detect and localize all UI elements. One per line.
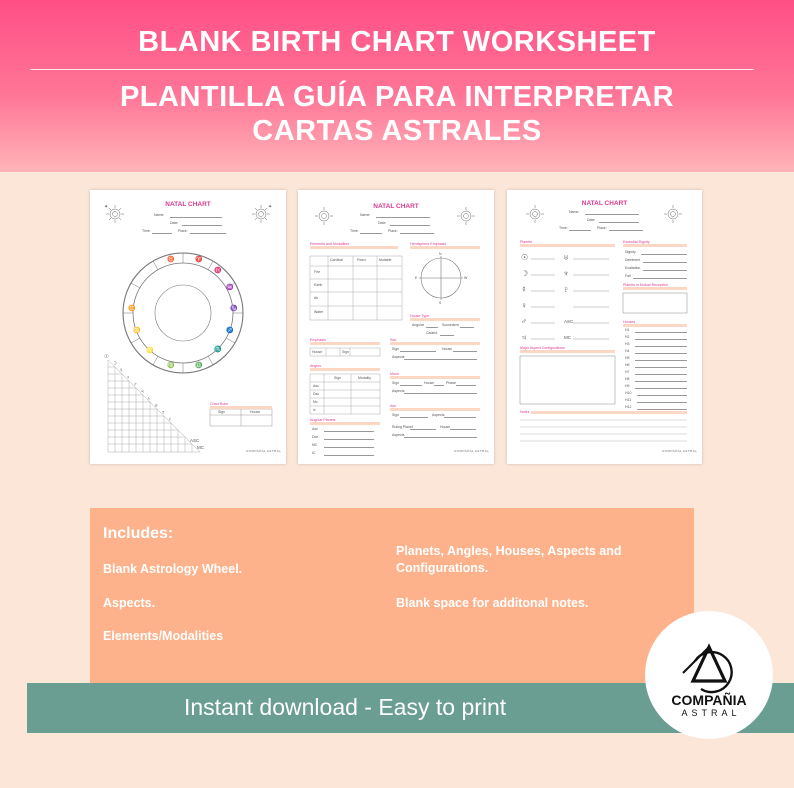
place-line <box>400 233 434 234</box>
reception-bar <box>623 287 687 290</box>
angular-asc-line <box>324 431 374 432</box>
ruling-aspects: Aspects <box>392 433 405 437</box>
compass-s: S <box>439 301 442 305</box>
svg-text:♊: ♊ <box>128 306 136 312</box>
element-water: Water <box>314 310 324 314</box>
notes-heading: Notes <box>520 410 530 414</box>
place-field: Place: <box>388 229 398 233</box>
svg-text:♈: ♈ <box>195 257 203 263</box>
compass-w: W <box>464 276 468 280</box>
house-row: H3 <box>625 342 630 346</box>
header-banner <box>0 0 794 172</box>
svg-text:♇: ♇ <box>168 417 173 423</box>
dignity-heading: Essential Dignity <box>623 240 650 244</box>
angular-ic-line <box>324 455 374 456</box>
star-icon: ✦ <box>268 204 273 210</box>
date-field: Date: <box>170 221 179 225</box>
angle-ic: Ic <box>313 408 316 412</box>
sheet3-footer: COMPAÑIA ASTRAL <box>662 449 698 453</box>
emphasis-bar <box>310 342 380 345</box>
succedent-line <box>460 327 474 328</box>
cadent-line <box>440 335 454 336</box>
configurations-box <box>520 356 615 404</box>
compass-icon <box>419 256 463 300</box>
emphasis-house: House <box>312 350 323 354</box>
date-line <box>182 225 222 226</box>
include-item: Configurations. <box>396 561 489 575</box>
svg-text:♑: ♑ <box>230 306 238 312</box>
worksheet-preview-elements <box>298 190 494 464</box>
element-earth: Earth <box>314 283 323 287</box>
notes-lines <box>520 420 687 441</box>
include-item: Blank Astrology Wheel. <box>103 562 243 576</box>
dignity-bar <box>623 244 687 247</box>
planet-lines <box>531 259 609 339</box>
svg-text:☽: ☽ <box>112 361 117 367</box>
logo-word2: ASTRAL <box>681 708 741 718</box>
moon-phase-line <box>456 385 476 386</box>
svg-text:♅: ♅ <box>563 253 569 262</box>
emphasis-sign: Sign <box>342 350 350 354</box>
moon-house-line <box>434 385 444 386</box>
element-air: Air <box>314 296 319 300</box>
house-angular: Angular <box>412 323 425 327</box>
date-field: Date: <box>587 218 596 222</box>
fall-row: Fall <box>625 274 631 278</box>
angles-modality-col: Modality <box>358 376 372 380</box>
house-line <box>635 360 687 361</box>
name-line <box>170 217 222 218</box>
sun-heading: Sun <box>390 338 397 342</box>
element-fire: Fire <box>314 270 321 274</box>
sun-bar <box>390 342 480 345</box>
includes-heading: Includes: <box>103 525 174 542</box>
sun-house: House <box>442 347 453 351</box>
angular-asc: Asc <box>312 427 318 431</box>
svg-text:♆: ♆ <box>563 269 569 278</box>
moon-sign-line <box>400 385 422 386</box>
dignity-row: Dignity <box>625 250 636 254</box>
modality-mutable: Mutable <box>379 258 392 262</box>
place-field: Place: <box>597 226 607 230</box>
include-item: Planets, Angles, Houses, Aspects and <box>396 544 622 558</box>
svg-text:☉: ☉ <box>521 253 529 262</box>
house-type-bar <box>410 318 480 321</box>
include-item: Aspects. <box>103 596 156 610</box>
angle-dsc: Dsc <box>313 392 320 396</box>
title-english: BLANK BIRTH CHART WORKSHEET <box>138 26 656 58</box>
logo-triangle-icon <box>645 611 773 739</box>
elements-heading: Elements and Modalities <box>310 242 350 246</box>
svg-text:♀: ♀ <box>521 301 527 310</box>
angles-sign-col: Sign <box>334 376 342 380</box>
place-line <box>609 230 643 231</box>
name-field: Name: <box>569 210 580 214</box>
ruling-planet: Ruling Planet <box>392 425 413 429</box>
house-line <box>635 346 687 347</box>
planet-glyph-icon <box>521 253 569 342</box>
place-line <box>190 233 226 234</box>
sun-icon <box>664 205 682 223</box>
house-row: H4 <box>625 349 630 353</box>
svg-text:☽: ☽ <box>521 269 529 278</box>
house-line <box>637 409 687 410</box>
hemisphere-bar <box>410 246 480 249</box>
compass-n: N <box>439 252 442 256</box>
ruling-house-line <box>450 429 476 430</box>
title-spanish-line2: CARTAS ASTRALES <box>252 115 542 147</box>
sheet2-footer: COMPAÑIA ASTRAL <box>454 449 490 453</box>
angles-bar <box>310 368 380 371</box>
svg-text:♓: ♓ <box>214 268 222 274</box>
sheet2-title: NATAL CHART <box>373 203 419 210</box>
notes-bar <box>531 411 687 414</box>
planets-bar <box>520 244 615 247</box>
name-field: Name: <box>154 213 165 217</box>
place-field: Place: <box>178 229 188 233</box>
worksheet-preview-wheel <box>90 190 286 464</box>
houses-bar <box>623 324 687 327</box>
moon-aspects-line <box>404 393 477 394</box>
house-row: H6 <box>625 363 630 367</box>
angular-planets-heading: Angular Planets <box>310 418 336 422</box>
house-line <box>635 374 687 375</box>
modality-cardinal: Cardinal <box>330 258 344 262</box>
svg-text:♇: ♇ <box>563 285 569 294</box>
detriment-row: Detriment <box>625 258 641 262</box>
moon-bar <box>390 376 480 379</box>
modality-fixed: Fixed <box>357 258 366 262</box>
svg-text:♎: ♎ <box>195 363 203 369</box>
house-row: H11 <box>625 398 632 402</box>
house-line <box>637 395 687 396</box>
svg-text:♅: ♅ <box>154 403 159 409</box>
angular-ic: IC <box>312 451 316 455</box>
svg-text:♀: ♀ <box>126 375 131 381</box>
house-line <box>635 353 687 354</box>
svg-text:♂: ♂ <box>521 317 527 326</box>
sheet1-footer: COMPAÑIA ASTRAL <box>246 449 282 453</box>
house-line <box>635 332 687 333</box>
time-field: Time: <box>559 226 568 230</box>
asc-aspects: Aspects <box>432 413 445 417</box>
name-line <box>376 217 430 218</box>
house-row: H1 <box>625 328 630 332</box>
planet-asc: ASC <box>564 319 574 324</box>
house-row: H8 <box>625 377 630 381</box>
emphasis-heading: Emphasis <box>310 338 326 342</box>
svg-text:☿: ☿ <box>119 368 124 374</box>
asc-sign: Sign <box>392 413 400 417</box>
house-line <box>635 367 687 368</box>
planets-heading: Planets <box>520 240 532 244</box>
svg-text:♃: ♃ <box>521 333 527 342</box>
date-field: Date: <box>378 221 387 225</box>
exaltation-row: Exaltation <box>625 266 641 270</box>
time-line <box>152 233 172 234</box>
house-line <box>635 388 687 389</box>
svg-text:♄: ♄ <box>147 396 152 402</box>
house-row: H5 <box>625 356 630 360</box>
elements-table <box>310 256 402 320</box>
worksheet-preview-planets <box>507 190 702 464</box>
date-line <box>599 222 639 223</box>
configurations-bar <box>520 350 615 353</box>
moon-house: House <box>424 381 435 385</box>
time-line <box>569 230 591 231</box>
angular-line <box>426 327 438 328</box>
svg-text:♂: ♂ <box>133 382 138 388</box>
house-succedent: Succedent <box>442 323 459 327</box>
configurations-heading: Major Aspect Configurations <box>520 346 565 350</box>
sun-icon <box>526 205 544 223</box>
sheet1-title: NATAL CHART <box>165 201 211 208</box>
house-row: H10 <box>625 391 632 395</box>
name-field: Name: <box>360 213 371 217</box>
asc-bar <box>390 408 480 411</box>
svg-text:♏: ♏ <box>214 347 222 353</box>
svg-text:♍: ♍ <box>167 363 175 369</box>
ruling-house: House <box>440 425 451 429</box>
svg-text:♆: ♆ <box>161 410 166 416</box>
includes-panel <box>90 508 694 684</box>
house-row: H12 <box>625 405 632 409</box>
brand-logo <box>645 611 773 739</box>
angular-dsc-line <box>324 439 374 440</box>
time-line <box>360 233 382 234</box>
fall-line <box>633 278 687 279</box>
ruler-sign-col: Sign <box>218 410 226 414</box>
elements-bar <box>310 246 398 249</box>
asc-sign-line <box>400 417 428 418</box>
detriment-line <box>643 262 687 263</box>
house-cadent: Cadent <box>426 331 438 335</box>
zodiac-wheel-icon <box>123 253 243 373</box>
reception-box <box>623 293 687 313</box>
include-item: Blank space for additonal notes. <box>396 596 589 610</box>
time-field: Time: <box>142 229 151 233</box>
ruler-house-col: House <box>250 410 261 414</box>
title-spanish-line1: PLANTILLA GUÍA PARA INTERPRETAR <box>119 81 675 113</box>
house-line <box>635 381 687 382</box>
sun-aspects: Aspects <box>392 355 405 359</box>
sun-aspects-line <box>404 359 477 360</box>
svg-text:♋: ♋ <box>133 328 141 334</box>
angular-dsc: Dsc <box>312 435 319 439</box>
sun-sign-line <box>400 351 436 352</box>
include-item: Elements/Modalities <box>103 629 224 643</box>
zodiac-glyphs <box>128 255 238 369</box>
house-type-heading: House Type <box>410 314 430 318</box>
hemisphere-heading: Hemisphere Emphasis <box>410 242 447 246</box>
sheet3-art <box>507 190 702 464</box>
aspect-asc: ASC <box>190 438 200 443</box>
title-spanish <box>0 80 794 148</box>
svg-text:♉: ♉ <box>167 257 175 263</box>
sun-house-line <box>453 351 477 352</box>
asc-aspects-line <box>444 417 476 418</box>
chart-ruler-label: Chart Ruler <box>210 402 229 406</box>
house-row: H2 <box>625 335 630 339</box>
logo-word1: COMPAÑIA <box>671 692 747 708</box>
house-row: H9 <box>625 384 630 388</box>
dignity-line <box>641 254 687 255</box>
aspect-mc: MC <box>197 445 204 450</box>
reception-heading: Planets in Mutual Reception <box>623 283 668 287</box>
chart-ruler-bar <box>210 406 272 409</box>
angular-mc: MC <box>312 443 318 447</box>
house-line <box>635 339 687 340</box>
time-field: Time: <box>350 229 359 233</box>
svg-text:♒: ♒ <box>226 285 234 291</box>
exaltation-line <box>643 270 687 271</box>
moon-sign: Sign <box>392 381 400 385</box>
angular-mc-line <box>324 447 374 448</box>
sheet1-art <box>90 190 286 464</box>
svg-text:☉: ☉ <box>104 354 109 360</box>
angle-asc: Asc <box>313 384 319 388</box>
star-icon: ✦ <box>104 204 109 210</box>
houses-heading: Houses <box>623 320 636 324</box>
sun-sign: Sign <box>392 347 400 351</box>
ruling-planet-line <box>410 429 436 430</box>
asc-heading: Asc <box>390 404 396 408</box>
house-row: H7 <box>625 370 630 374</box>
download-text: Instant download - Easy to print <box>184 694 507 720</box>
moon-aspects: Aspects <box>392 389 405 393</box>
planet-mc: MC <box>564 335 571 340</box>
angle-mc: Mc <box>313 400 318 404</box>
svg-text:♐: ♐ <box>226 328 234 334</box>
sheet3-title: NATAL CHART <box>581 200 628 207</box>
header-divider <box>30 69 754 70</box>
ruling-aspects-line <box>404 437 477 438</box>
compass-e: E <box>415 276 418 280</box>
moon-phase: Phase <box>446 381 456 385</box>
svg-text:♌: ♌ <box>146 348 154 354</box>
angles-table <box>310 374 380 414</box>
moon-heading: Moon <box>390 372 399 376</box>
svg-text:♃: ♃ <box>140 389 145 395</box>
house-line <box>637 402 687 403</box>
angles-heading: Angles <box>310 364 321 368</box>
name-line <box>585 214 639 215</box>
svg-text:☿: ☿ <box>521 285 527 294</box>
date-line <box>390 225 430 226</box>
angular-planets-bar <box>310 422 380 425</box>
